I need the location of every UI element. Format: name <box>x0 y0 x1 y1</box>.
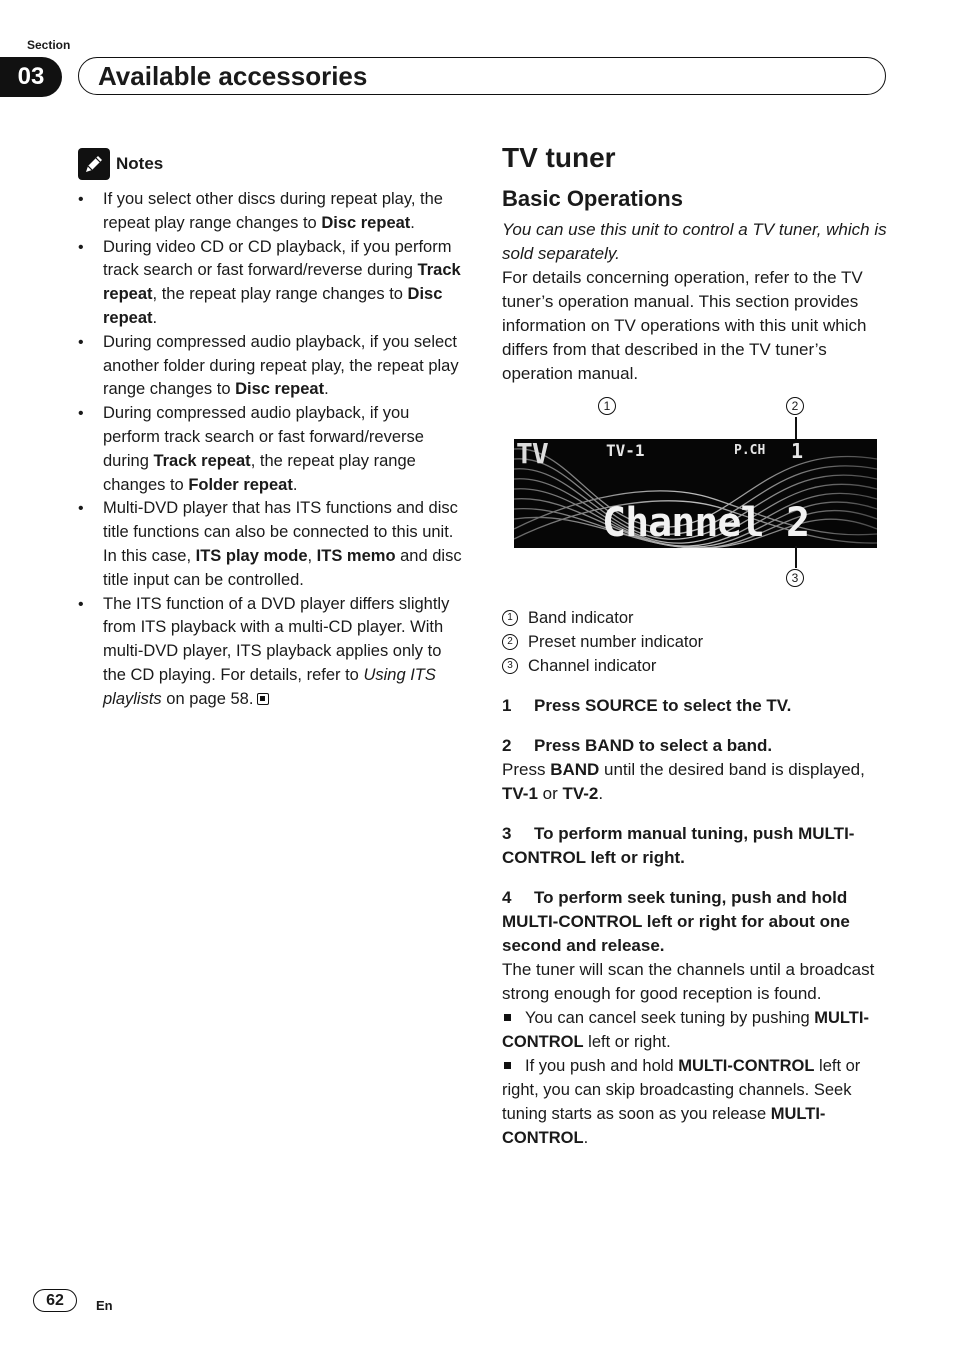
text-run: During compressed audio playback, if you perform track search or fast forward/reverse during <box>103 404 424 470</box>
tv-tuner-section <box>502 140 894 386</box>
legend-item <box>502 654 894 678</box>
legend-label: Band indicator <box>528 609 634 627</box>
bold-term: MULTI-CONTROL <box>502 1009 869 1051</box>
intro-text: For details concerning operation, refer to the TV tuner’s operation manual. This section provides information on TV operations with this unit which differs from that described in the TV tuner’s operation manual. <box>502 268 867 383</box>
legend-label: Preset number indicator <box>528 633 704 651</box>
bold-term: ITS memo <box>316 546 396 565</box>
text-run: left or right, you can skip broadcasting channels. Seek tuning starts as soon as you release <box>502 1057 861 1123</box>
legend-num: 2 <box>502 634 518 650</box>
text-run: left or right. <box>583 1033 671 1051</box>
language-label: En <box>96 1298 113 1313</box>
text-run: If you select other discs during repeat play, the repeat play range changes to <box>103 190 443 232</box>
tv-logo: TV <box>516 439 548 470</box>
intro-italic: You can use this unit to control a TV tuner, which is sold separately. <box>502 220 887 263</box>
end-mark-icon <box>257 693 269 705</box>
text-run: and disc title input can be controlled. <box>103 546 462 589</box>
callout-1: 1 <box>598 397 616 415</box>
notes-list <box>78 188 466 712</box>
bold-term: Track repeat <box>153 451 251 470</box>
text-run: If you push and hold <box>525 1057 679 1075</box>
square-bullet-item <box>502 1054 894 1150</box>
callout-2: 2 <box>786 397 804 415</box>
text-run: During compressed audio playback, if you select another folder during repeat play, the repeat play range changes to <box>103 332 459 399</box>
text-run: . <box>152 308 158 327</box>
step-2-body <box>502 758 894 806</box>
text-run: on page 58. <box>161 689 254 708</box>
text-run: The ITS function of a DVD player differs slightly from ITS playback with a multi-CD player. With multi-DVD player, ITS playback applies only to the CD playing. For details, refer to <box>103 594 450 684</box>
channel-indicator: 2 <box>786 500 811 546</box>
step-text: To perform seek tuning, push and hold MULTI-CONTROL left or right for about one second and release. <box>502 888 850 955</box>
note-item <box>78 402 466 497</box>
italic-ref: Using ITS playlists <box>103 665 436 708</box>
indicator-legend <box>502 606 894 678</box>
note-item <box>78 188 466 236</box>
notes-section <box>78 148 466 712</box>
note-item <box>78 497 466 592</box>
legend-label: Channel indicator <box>528 657 657 675</box>
band-indicator: TV-1 <box>606 441 645 460</box>
bold-term: TV-1 <box>502 784 538 803</box>
text-run: . <box>583 1129 589 1147</box>
text-run: , the repeat play range changes to <box>103 451 416 494</box>
leader-line-2 <box>795 417 797 441</box>
text-run: . <box>410 213 415 232</box>
note-item <box>78 236 466 331</box>
bold-term: BAND <box>550 760 600 779</box>
text-run: Press <box>502 760 551 779</box>
section-number-badge: 03 <box>0 57 62 97</box>
text-run: . <box>292 475 298 494</box>
text-run: , <box>307 546 317 565</box>
text-run: Multi-DVD player that has ITS functions and disc title functions can also be connected to this unit. In this case, <box>103 499 458 565</box>
text-run: , the repeat play range changes to <box>152 285 408 304</box>
legend-item <box>502 606 894 630</box>
tv-display-figure <box>502 392 894 602</box>
step-text: To perform manual tuning, push MULTI-CONTROL left or right. <box>502 824 855 867</box>
page-title: Available accessories <box>98 61 368 91</box>
pch-label: P.CH <box>734 443 766 458</box>
note-item <box>78 593 466 712</box>
bold-term: Folder repeat <box>188 475 293 494</box>
callout-3: 3 <box>786 569 804 587</box>
bold-term: Track repeat <box>103 261 461 304</box>
text-run: . <box>598 784 604 803</box>
step-number: 1 <box>502 696 512 715</box>
step-1 <box>502 694 894 718</box>
square-bullet-icon <box>504 1062 511 1069</box>
bold-term: MULTI-CONTROL <box>502 1105 826 1147</box>
step-2 <box>502 734 894 758</box>
bold-term: Disc repeat <box>235 380 325 399</box>
step-4-bullets <box>502 1006 894 1150</box>
section-label: Section <box>27 38 71 52</box>
square-bullet-icon <box>504 1014 511 1021</box>
page-number: 62 <box>33 1289 77 1312</box>
step-text: Press SOURCE to select the TV. <box>534 696 792 715</box>
text-run: . <box>324 380 329 399</box>
notes-header <box>78 148 466 180</box>
text-run: You can cancel seek tuning by pushing <box>525 1009 815 1027</box>
channel-word: Channel <box>602 500 764 546</box>
legend-num: 3 <box>502 658 518 674</box>
legend-item <box>502 630 894 654</box>
step-number: 2 <box>502 736 512 755</box>
bold-term: Disc repeat <box>321 213 411 232</box>
legend-num: 1 <box>502 610 518 626</box>
text-run: or <box>537 784 563 803</box>
step-text: Press BAND to select a band. <box>534 736 773 755</box>
step-4-body: The tuner will scan the channels until a broadcast strong enough for good reception is found. <box>502 960 875 1003</box>
step-number: 4 <box>502 888 512 907</box>
steps-section <box>502 694 894 1150</box>
notes-title: Notes <box>116 154 164 173</box>
square-bullet-item <box>502 1006 894 1054</box>
leader-line-3 <box>795 546 797 568</box>
text-run: During video CD or CD playback, if you perform track search or fast forward/reverse during <box>103 237 452 280</box>
text-run: until the desired band is displayed, <box>599 760 865 779</box>
tv-tuner-heading: TV tuner <box>502 142 616 173</box>
tv-display-screen <box>514 439 877 548</box>
basic-operations-heading: Basic Operations <box>502 186 683 211</box>
preset-number-indicator: 1 <box>791 439 804 463</box>
bold-term: TV-2 <box>562 784 599 803</box>
bold-term: Disc repeat <box>103 285 443 327</box>
bold-term: ITS play mode <box>195 546 308 565</box>
step-number: 3 <box>502 824 512 843</box>
note-item <box>78 331 466 402</box>
step-3 <box>502 822 894 870</box>
bold-term: MULTI-CONTROL <box>678 1057 815 1075</box>
pencil-icon <box>78 148 110 180</box>
step-4 <box>502 886 894 958</box>
